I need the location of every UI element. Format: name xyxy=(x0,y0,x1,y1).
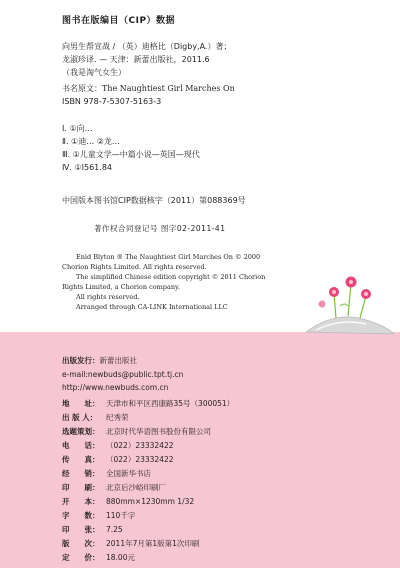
publisher-row xyxy=(62,412,129,423)
rights-line: Rights Limited, a Chorion company. xyxy=(62,283,180,291)
publisher-row-label: 印 刷： xyxy=(62,483,100,492)
flower-center-dot xyxy=(332,290,336,294)
rights-line: Arranged through CA-LINK International LLC xyxy=(76,303,228,311)
publisher-row xyxy=(62,468,151,479)
publisher-row-label: 地 址： xyxy=(62,399,100,408)
rights-line: Chorion Rights Limited. All rights reserved. xyxy=(62,263,207,271)
publisher-row-label: 经 销： xyxy=(62,469,100,478)
publisher-row-label: 传 真： xyxy=(62,455,100,464)
website-row: http://www.newbuds.com.cn xyxy=(62,383,169,392)
publisher-row-label: 定 价： xyxy=(62,553,100,562)
publisher-row xyxy=(62,398,234,409)
publisher-band xyxy=(0,332,400,568)
cip-series-line: （我是淘气女生） xyxy=(62,68,126,77)
publisher-row xyxy=(62,552,135,563)
publisher-row xyxy=(62,426,211,437)
rights-line: The simplified Chinese edition copyright © 2011 Chorion xyxy=(76,273,266,281)
publisher-row xyxy=(62,454,174,465)
publisher-row-label: 电 话： xyxy=(62,441,100,450)
cip-heading: 图书在版编目（CIP）数据 xyxy=(62,16,176,26)
publisher-row-label: 开 本： xyxy=(62,497,100,506)
classification-item: Ⅱ. ①迪… ②龙… xyxy=(62,137,120,146)
publisher-row-value: 18.00元 xyxy=(106,553,135,562)
classification-item: Ⅳ. ①I561.84 xyxy=(62,163,112,172)
publisher-row-value: 110千字 xyxy=(106,511,136,520)
publisher-row xyxy=(62,496,194,507)
rock-shape xyxy=(306,317,394,334)
publisher-row-label: 字 数： xyxy=(62,511,100,520)
publisher-row xyxy=(62,510,135,521)
publisher-row-label: 出 版 人： xyxy=(62,413,98,422)
cip-number: 中国版本图书馆CIP数据核字（2011）第088369号 xyxy=(62,196,246,205)
stem-center xyxy=(348,284,351,316)
leaf xyxy=(340,304,348,306)
publisher-row-value: （022）23332422 xyxy=(106,455,174,464)
flower-center-dot xyxy=(349,280,353,284)
cip-translator-line: 龙淑珍译. — 天津：新蕾出版社，2011.6 xyxy=(62,55,210,64)
classification-item: Ⅰ. ①向… xyxy=(62,124,93,133)
rights-line: Enid Blyton ® The Naughtiest Girl Marches On © 2000 xyxy=(76,253,261,261)
publisher-row-value: 全国新华书店 xyxy=(106,469,151,478)
publisher-row-value: （022）23332422 xyxy=(106,441,174,450)
publisher-row-value: 880mm×1230mm 1/32 xyxy=(106,497,195,506)
publisher-row-value: 纪秀荣 xyxy=(106,413,129,422)
flower-small xyxy=(319,301,326,308)
issued-by-label: 出版发行： xyxy=(62,356,100,365)
cip-original-title: 书名原文：The Naughtiest Girl Marches On xyxy=(62,84,235,93)
publisher-row-value: 北京后沙峪印刷厂 xyxy=(106,483,166,492)
publisher-row-value: 2011年7月第1版第1次印刷 xyxy=(106,539,200,548)
stem-left xyxy=(334,294,336,318)
issued-by-row xyxy=(62,355,137,366)
stem-right xyxy=(360,296,366,318)
publisher-row-label: 版 次： xyxy=(62,539,100,548)
classification-item: Ⅲ. ①儿童文学—中篇小说—英国—现代 xyxy=(62,150,200,159)
cip-title-line: 向男生帮宣战 / （英）迪格比（Digby,A.）著； xyxy=(62,42,232,51)
rights-line: All rights reserved. xyxy=(76,293,140,301)
publisher-row xyxy=(62,524,123,535)
flower-center-dot xyxy=(364,292,368,296)
publisher-row xyxy=(62,482,166,493)
publisher-row xyxy=(62,440,174,451)
publisher-row-value: 天津市和平区西康路35号（300051） xyxy=(106,399,235,408)
email-row: e-mail:newbuds@public.tpt.tj.cn xyxy=(62,370,184,379)
publisher-row-value: 7.25 xyxy=(106,525,123,534)
publisher-row xyxy=(62,538,199,549)
copyright-registration: 著作权合同登记号 图字02-2011-41 xyxy=(94,224,226,233)
publisher-row-label: 印 张： xyxy=(62,525,100,534)
cip-isbn: ISBN 978-7-5307-5163-3 xyxy=(62,97,162,106)
publisher-row-value: 北京时代华语图书股份有限公司 xyxy=(106,427,211,436)
publisher-row-label: 选题策划： xyxy=(62,427,100,436)
flower-illustration xyxy=(296,270,400,342)
classification-list xyxy=(62,122,200,174)
issued-by-value: 新蕾出版社 xyxy=(99,356,137,365)
